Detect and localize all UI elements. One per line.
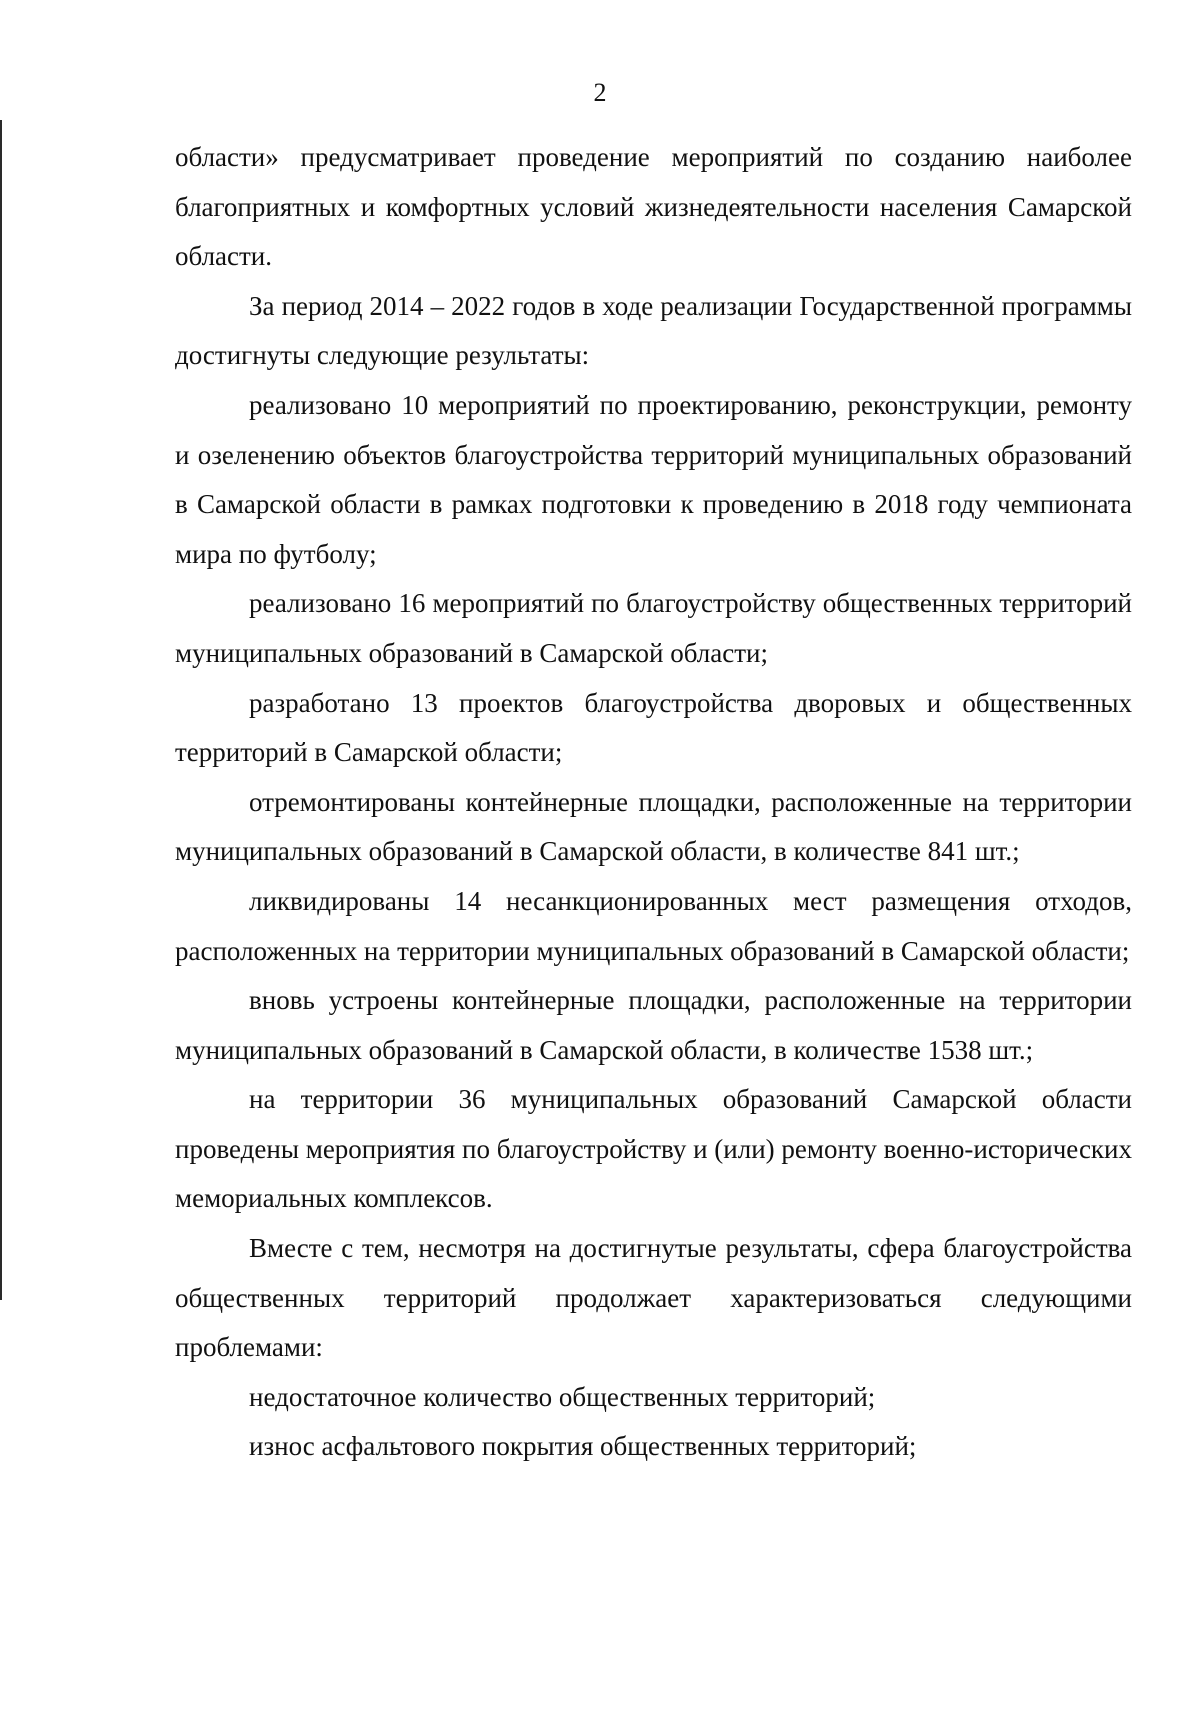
paragraph-8: вновь устроены контейнерные площадки, расположенные на территории муниципальных образований в Самарской области, в количестве 1538 шт.; xyxy=(175,985,1132,1065)
document-body xyxy=(175,133,1132,1472)
paragraph-6: отремонтированы контейнерные площадки, расположенные на территории муниципальных образований в Самарской области, в количестве 841 шт.; xyxy=(175,786,1132,867)
paragraph-7: ликвидированы 14 несанкционированных мест размещения отходов, расположенных на территории муниципальных образований в Самарской области; xyxy=(175,885,1132,966)
paragraph-1: области» предусматривает проведение мероприятий по созданию наиболее благоприятных и комфортных условий жизнедеятельности населения Самарской области. xyxy=(175,142,1132,272)
scan-edge-line xyxy=(0,120,2,1300)
page-number: 2 xyxy=(593,78,607,107)
paragraph-12: износ асфальтового покрытия общественных территорий; xyxy=(249,1431,917,1462)
paragraph-9: на территории 36 муниципальных образований Самарской области проведены мероприятия по благоустройству и (или) ремонту военно-исторических мемориальных комплексов. xyxy=(175,1084,1132,1214)
paragraph-11: недостаточное количество общественных территорий; xyxy=(249,1381,876,1412)
paragraph-4: реализовано 16 мероприятий по благоустройству общественных территорий муниципальных образований в Самарской области; xyxy=(175,588,1132,668)
paragraph-10: Вместе с тем, несмотря на достигнутые результаты, сфера благоустройства общественных территорий продолжает характеризоваться следующими проблемами: xyxy=(175,1233,1132,1363)
paragraph-2: За период 2014 – 2022 годов в ходе реализации Государственной программы достигнуты следующие результаты: xyxy=(175,290,1132,371)
paragraph-5: разработано 13 проектов благоустройства дворовых и общественных территорий в Самарской области; xyxy=(175,687,1132,768)
paragraph-3: реализовано 10 мероприятий по проектированию, реконструкции, ремонту и озеленению объектов благоустройства территорий муниципальных образований в Самарской области в рамках подготовки к проведению в 2018 году чемпионата мира по футболу; xyxy=(175,389,1132,569)
